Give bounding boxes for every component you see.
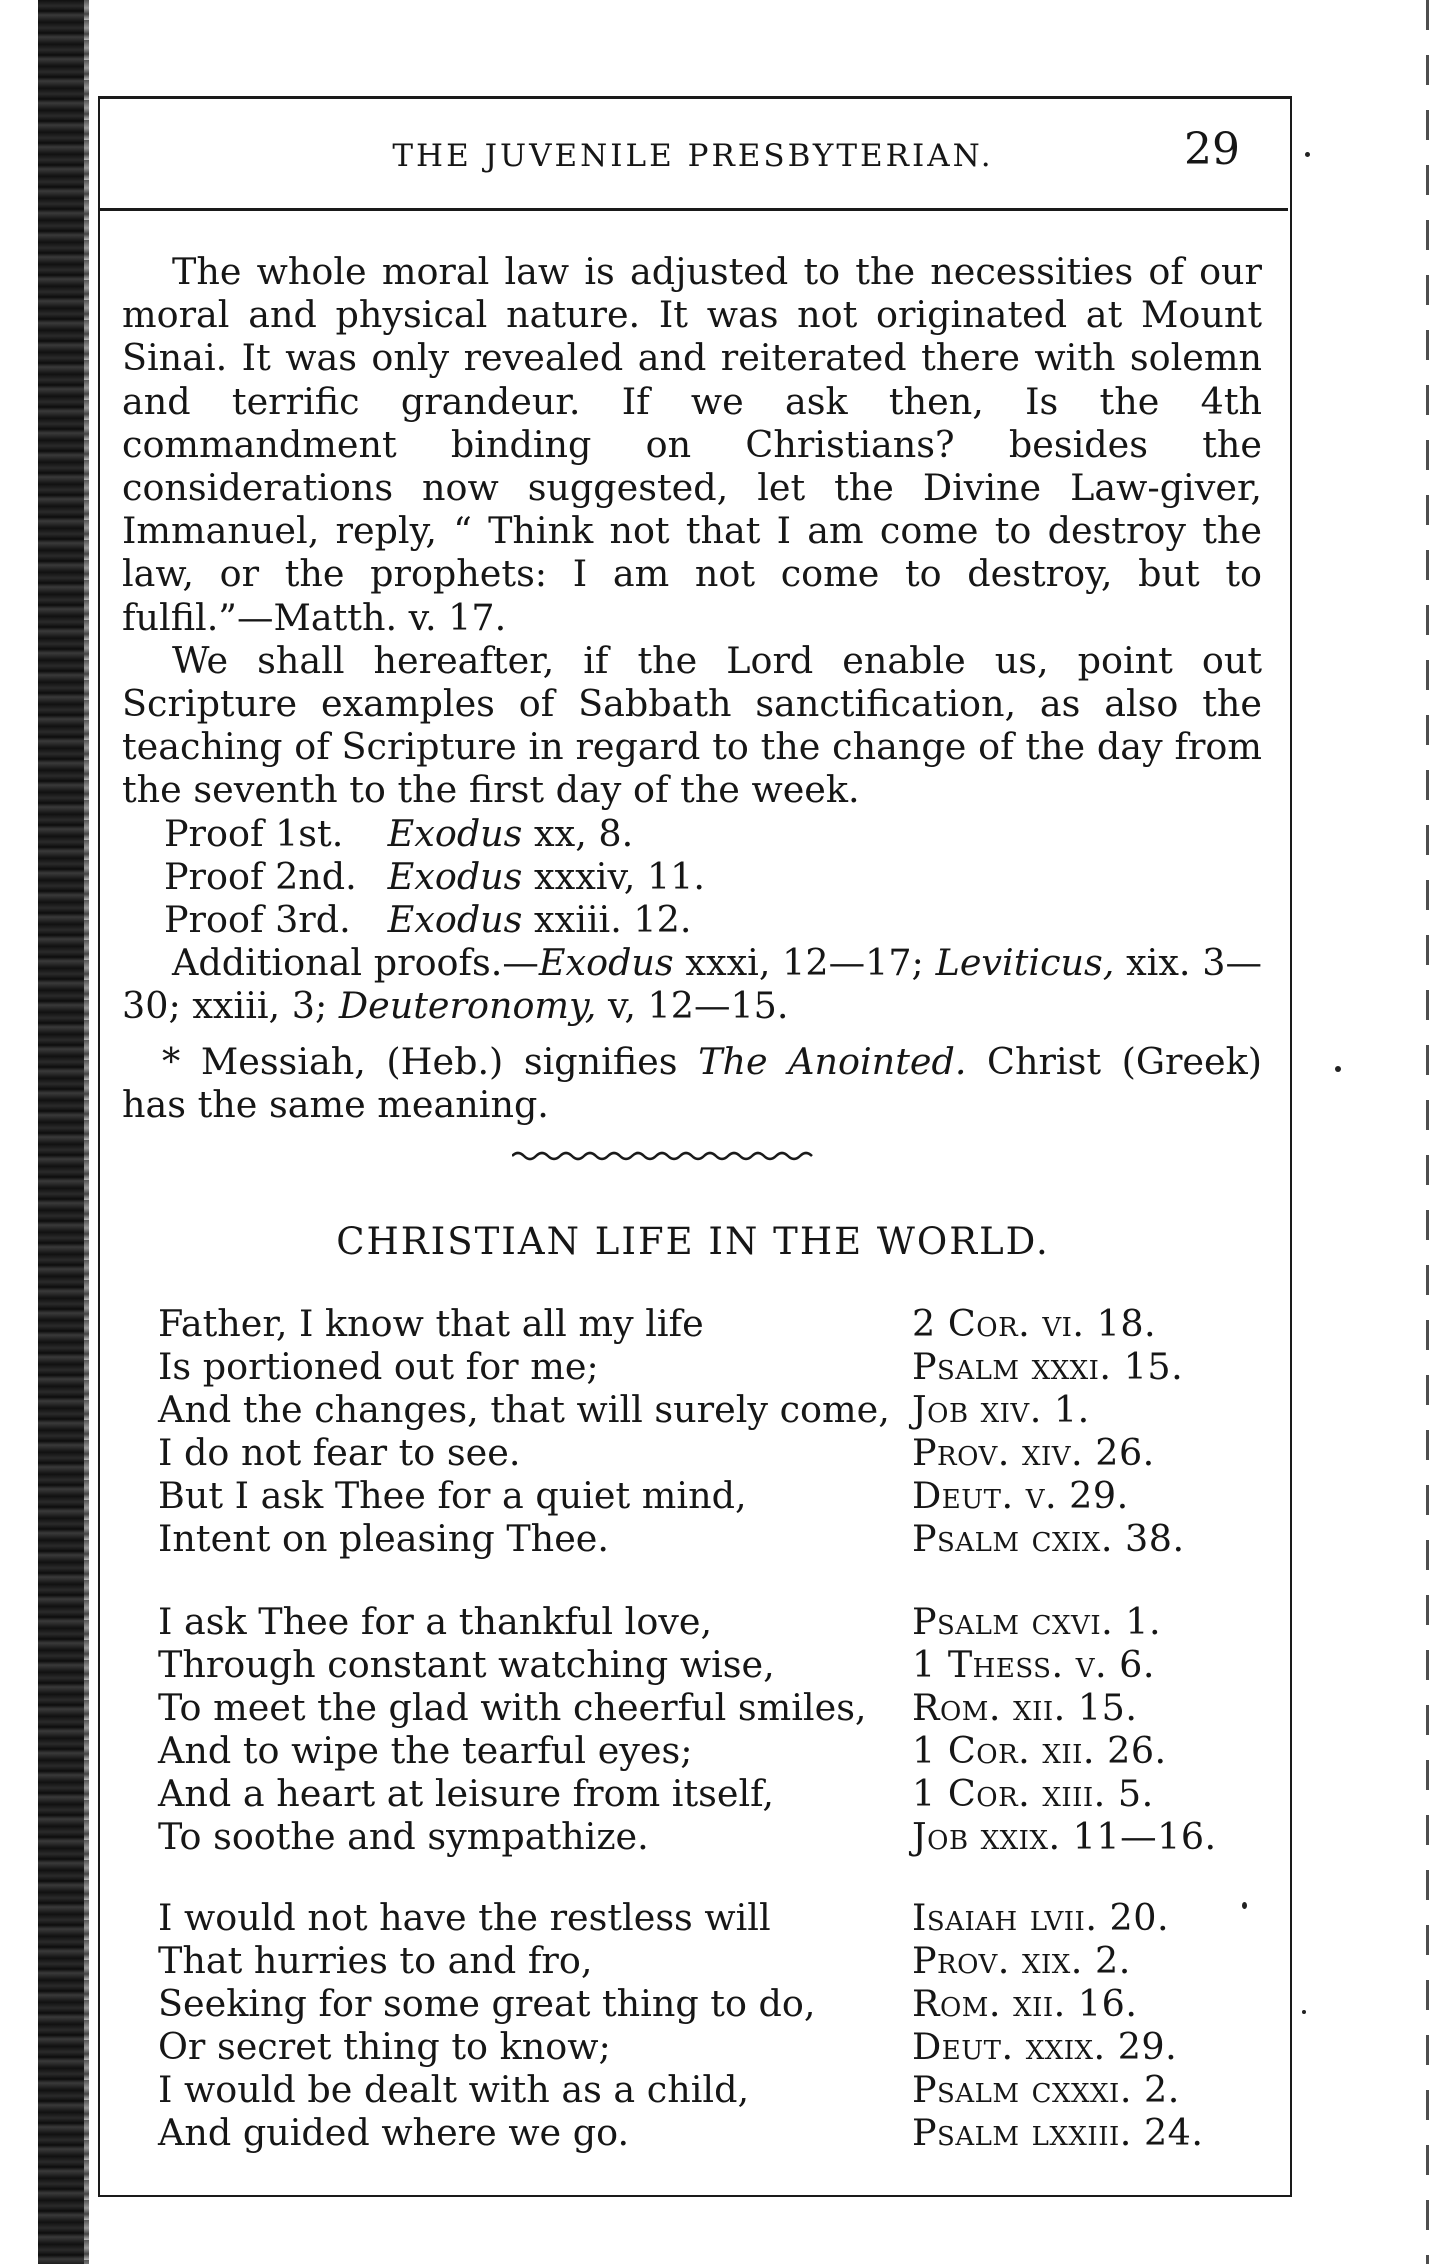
verse-text: And the changes, that will surely come, [158, 1388, 890, 1431]
poem-line [158, 1686, 1238, 1729]
scripture-reference: Deut. v. 29. [912, 1474, 1129, 1517]
paragraph: We shall hereafter, if the Lord enable us, point out Scripture examples of Sabbath sanctification, as also the teaching of Scripture in regard to the change of the day from the seventh to the first day of the week. [122, 638, 1262, 812]
poem-line [158, 2111, 1238, 2154]
scripture-reference: Psalm xxxi. 15. [912, 1345, 1184, 1388]
proof-book: Leviticus, [935, 941, 1115, 985]
poem-stanza [158, 1896, 1238, 2154]
proof-book: Exodus [387, 854, 523, 898]
book-binding-shadow [38, 0, 84, 2264]
print-speck [1242, 1902, 1247, 1909]
poem-title: CHRISTIAN LIFE IN THE WORLD. [336, 1220, 1050, 1263]
verse-text: I would not have the restless will [158, 1896, 771, 1939]
page-edge-marks [1426, 0, 1429, 2264]
poem-line [158, 1302, 1238, 1345]
footnote [122, 1040, 1262, 1126]
scripture-reference: Rom. xii. 16. [912, 1982, 1138, 2025]
paragraph: The whole moral law is adjusted to the necessities of our moral and physical nature. It was not originated at Mount Sinai. It was only revealed and reiterated there with solemn and terrific grandeur. If we ask then, Is the 4th commandment binding on Christians? besides the considerations now suggested, let the Divine Law-giver, Immanuel, reply, “ Think not that I am come to destroy the law, or the prophets: I am not come to destroy, but to fulfil.”—Matth. v. 17. [122, 250, 1262, 639]
scripture-reference: Job xxix. 11—16. [912, 1815, 1217, 1858]
page-header [98, 96, 1288, 211]
scripture-reference: Psalm cxxxi. 2. [912, 2068, 1180, 2111]
proof-label: Proof 1st. [164, 811, 344, 855]
scripture-reference: 2 Cor. vi. 18. [912, 1302, 1157, 1345]
wavy-divider [512, 1146, 818, 1166]
proof-label: Proof 3rd. [164, 898, 351, 942]
poem-line [158, 1896, 1238, 1939]
print-speck [1335, 1066, 1341, 1072]
scripture-reference: Job xiv. 1. [912, 1388, 1090, 1431]
footnote-text: * Messiah, (Heb.) signifies [162, 1039, 699, 1083]
verse-text: I would be dealt with as a child, [158, 2068, 750, 2111]
proof-line [164, 855, 1262, 898]
print-speck [1302, 2010, 1306, 2014]
verse-text: To soothe and sympathize. [158, 1815, 649, 1858]
proof-book: Exodus [387, 898, 523, 942]
scripture-reference: Psalm cxvi. 1. [912, 1600, 1162, 1643]
verse-text: And to wipe the tearful eyes; [158, 1729, 693, 1772]
verse-text: I ask Thee for a thankful love, [158, 1600, 713, 1643]
verse-text: Intent on pleasing Thee. [158, 1517, 609, 1560]
verse-text: I do not fear to see. [158, 1431, 521, 1474]
poem-line [158, 1643, 1238, 1686]
page-number: 29 [1184, 124, 1240, 175]
verse-text: And guided where we go. [158, 2111, 630, 2154]
poem-line [158, 2025, 1238, 2068]
footnote-emphasis: The Anointed. [698, 1039, 967, 1083]
poem-stanza [158, 1600, 1238, 1858]
scripture-reference: Isaiah lvii. 20. [912, 1896, 1170, 1939]
poem-line [158, 1729, 1238, 1772]
scripture-reference: Prov. xix. 2. [912, 1939, 1131, 1982]
proof-ref: xix. 3—30; xxiii, 3; [122, 941, 1262, 1028]
footnote-text: Christ (Greek) has the same meaning. [122, 1039, 1262, 1126]
poem-line [158, 1939, 1238, 1982]
scripture-reference: Deut. xxix. 29. [912, 2025, 1178, 2068]
verse-text: That hurries to and fro, [158, 1939, 593, 1982]
proof-book: Exodus [538, 941, 674, 985]
proof-label: Proof 2nd. [164, 854, 357, 898]
additional-proofs [122, 941, 1262, 1027]
scripture-reference: 1 Thess. v. 6. [912, 1643, 1155, 1686]
poem-line [158, 1982, 1238, 2025]
poem-line [158, 1815, 1238, 1858]
poem-line [158, 1600, 1238, 1643]
scripture-reference: Psalm lxxiii. 24. [912, 2111, 1204, 2154]
article-body [122, 250, 1262, 1126]
proof-ref: xxiii. 12. [534, 898, 692, 942]
poem-line [158, 1345, 1238, 1388]
scripture-reference: Psalm cxix. 38. [912, 1517, 1185, 1560]
scripture-reference: 1 Cor. xii. 26. [912, 1729, 1167, 1772]
verse-text: To meet the glad with cheerful smiles, [158, 1686, 867, 1729]
proof-book: Exodus [387, 811, 523, 855]
verse-text: But I ask Thee for a quiet mind, [158, 1474, 747, 1517]
running-head: THE JUVENILE PRESBYTERIAN. [392, 138, 994, 174]
poem-line [158, 1772, 1238, 1815]
scripture-reference: Rom. xii. 15. [912, 1686, 1138, 1729]
proof-book: Deuteronomy, [338, 984, 597, 1028]
verse-text: Is portioned out for me; [158, 1345, 599, 1388]
binding-edge [84, 0, 89, 2264]
poem-line [158, 1431, 1238, 1474]
poem-stanza [158, 1302, 1238, 1560]
proof-line [164, 898, 1262, 941]
verse-text: And a heart at leisure from itself, [158, 1772, 774, 1815]
additional-proofs-label: Additional proofs.— [172, 941, 539, 985]
proof-line [164, 812, 1262, 855]
proof-ref: xxxi, 12—17; [673, 941, 936, 985]
verse-text: Father, I know that all my life [158, 1302, 704, 1345]
print-speck [1305, 152, 1310, 157]
poem-line [158, 1388, 1238, 1431]
verse-text: Through constant watching wise, [158, 1643, 775, 1686]
poem-line [158, 2068, 1238, 2111]
scripture-reference: 1 Cor. xiii. 5. [912, 1772, 1154, 1815]
scripture-reference: Prov. xiv. 26. [912, 1431, 1155, 1474]
poem-line [158, 1474, 1238, 1517]
verse-text: Seeking for some great thing to do, [158, 1982, 816, 2025]
verse-text: Or secret thing to know; [158, 2025, 611, 2068]
poem-line [158, 1517, 1238, 1560]
proof-ref: v, 12—15. [596, 984, 789, 1028]
proof-ref: xxxiv, 11. [534, 854, 706, 898]
proof-ref: xx, 8. [534, 811, 634, 855]
